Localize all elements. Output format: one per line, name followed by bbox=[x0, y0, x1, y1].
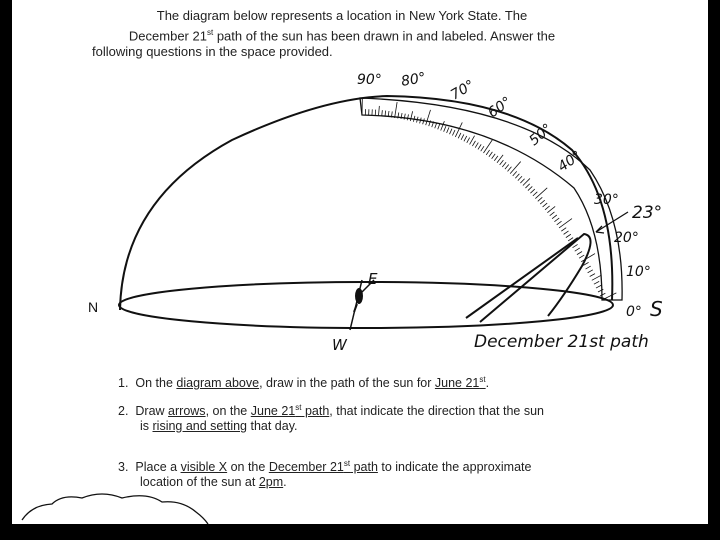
protractor-tick bbox=[518, 176, 522, 180]
protractor-tick bbox=[481, 146, 484, 151]
protractor-tick bbox=[568, 238, 573, 241]
protractor-tick bbox=[559, 219, 572, 228]
protractor-tick bbox=[502, 162, 506, 167]
protractor-tick bbox=[447, 127, 449, 133]
protractor-tick bbox=[378, 106, 379, 116]
protractor-tick bbox=[458, 133, 461, 138]
protractor-tick bbox=[586, 266, 591, 269]
protractor-tick bbox=[455, 122, 462, 136]
label-70: 70° bbox=[448, 77, 478, 104]
protractor-tick bbox=[525, 184, 529, 188]
protractor-tick bbox=[483, 140, 492, 153]
label-40: 40° bbox=[555, 147, 585, 176]
protractor-tick bbox=[510, 162, 521, 174]
protractor-tick bbox=[441, 121, 445, 130]
protractor-tick bbox=[543, 203, 548, 207]
protractor-tick bbox=[550, 212, 555, 216]
intro-line-3: following questions in the space provided. bbox=[92, 44, 333, 60]
label-60: 60° bbox=[485, 93, 515, 122]
protractor-tick bbox=[561, 228, 566, 231]
north-label: N bbox=[88, 299, 99, 315]
protractor-tick bbox=[505, 165, 509, 170]
protractor-tick bbox=[600, 293, 605, 296]
protractor-tick bbox=[554, 218, 559, 222]
question-2: 2. Draw arrows, on the June 21st path, that indicate the direction that the sun is rising and setting that day. bbox=[118, 403, 545, 434]
protractor-tick bbox=[452, 130, 455, 135]
south-label: S bbox=[650, 297, 663, 321]
december-path-label: December 21st path bbox=[474, 332, 649, 352]
protractor-scale bbox=[360, 98, 622, 300]
protractor-tick bbox=[494, 156, 498, 161]
protractor-tick bbox=[594, 281, 599, 284]
label-50: 50° bbox=[526, 120, 556, 150]
worksheet bbox=[12, 0, 708, 524]
protractor-tick bbox=[444, 126, 446, 132]
protractor-tick bbox=[533, 192, 537, 196]
protractor-tick bbox=[545, 206, 550, 210]
protractor-tick bbox=[513, 171, 517, 175]
protractor-tick bbox=[486, 150, 489, 155]
protractor-tick bbox=[530, 189, 534, 193]
question-3: 3. Place a visible X on the December 21st path to indicate the approximate location of the sun at 2pm. bbox=[118, 459, 532, 490]
label-20: 20° bbox=[614, 230, 639, 246]
cloud-doodle bbox=[22, 494, 208, 524]
protractor-tick bbox=[464, 136, 467, 141]
protractor-tick bbox=[438, 124, 440, 130]
protractor-tick bbox=[557, 221, 562, 225]
label-0: 0° bbox=[626, 304, 642, 320]
protractor-tick bbox=[404, 114, 405, 120]
protractor-tick bbox=[407, 114, 408, 120]
protractor-tick bbox=[528, 186, 532, 190]
sun-path-diagram bbox=[12, 0, 708, 524]
label-90: 90° bbox=[357, 72, 382, 88]
protractor-tick bbox=[478, 144, 481, 149]
protractor-tick bbox=[500, 160, 504, 165]
protractor-tick bbox=[577, 251, 582, 254]
question-1: 1. On the diagram above, draw in the path of the sun for June 21st. bbox=[118, 375, 490, 391]
protractor-tick bbox=[573, 244, 578, 247]
protractor-tick bbox=[515, 174, 519, 178]
protractor-tick bbox=[467, 138, 470, 143]
protractor-tick bbox=[552, 215, 557, 219]
protractor-tick bbox=[475, 143, 478, 148]
protractor-tick bbox=[538, 197, 543, 201]
label-10: 10° bbox=[626, 264, 651, 280]
east-label: E bbox=[368, 270, 378, 288]
protractor-tick bbox=[472, 141, 475, 146]
intro-line-1: The diagram below represents a location in New York State. The bbox=[156, 8, 528, 23]
protractor-tick bbox=[492, 154, 496, 159]
protractor-tick bbox=[590, 274, 595, 277]
label-30: 30° bbox=[594, 192, 619, 208]
protractor-tick bbox=[508, 167, 512, 172]
annotation-23-degrees: 23° bbox=[632, 203, 663, 223]
protractor-tick bbox=[450, 129, 452, 134]
protractor-tick bbox=[423, 118, 425, 124]
protractor-tick bbox=[566, 234, 571, 237]
label-80: 80° bbox=[399, 69, 428, 90]
protractor-tick bbox=[564, 231, 569, 234]
west-label: W bbox=[332, 336, 347, 354]
protractor-tick bbox=[575, 248, 580, 251]
intro-line-2: December 21st path of the sun has been drawn in and labeled. Answer the bbox=[128, 27, 556, 43]
protractor-tick bbox=[579, 255, 584, 258]
protractor-tick bbox=[461, 134, 464, 139]
protractor-tick bbox=[489, 152, 492, 157]
protractor-tick bbox=[395, 102, 398, 118]
protractor-tick bbox=[540, 200, 545, 204]
protractor-tick bbox=[596, 285, 601, 288]
protractor-tick bbox=[588, 270, 593, 273]
protractor-tick bbox=[535, 188, 547, 199]
protractor-tick bbox=[592, 276, 601, 281]
protractor-tick bbox=[520, 179, 524, 183]
